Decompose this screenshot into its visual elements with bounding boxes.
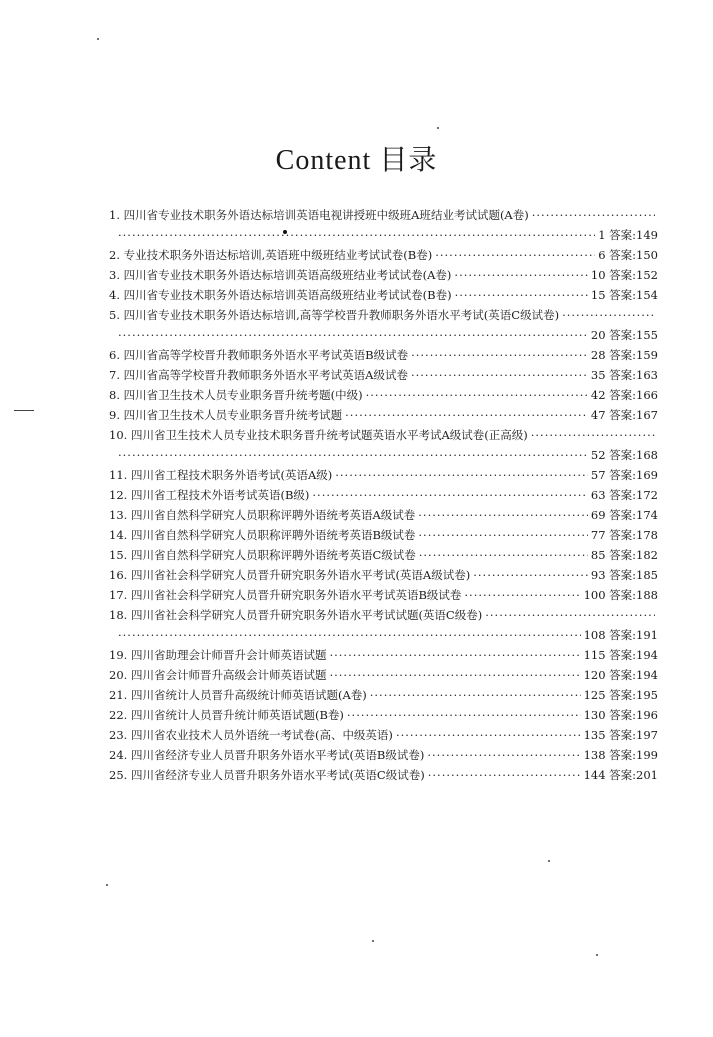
dot-leader (347, 705, 581, 725)
toc-entry-pages: 85 答案:182 (590, 548, 658, 562)
toc-entry-title (109, 705, 344, 725)
scan-speck (372, 940, 374, 942)
toc-entry-text: 四川省高等学校晋升教师职务外语水平考试英语B级试卷 (123, 348, 409, 362)
toc-entry-title (109, 285, 452, 305)
dot-leader (428, 765, 581, 785)
toc-entry-number: 24. (109, 748, 128, 762)
toc-entry-pages: 47 答案:167 (590, 408, 658, 422)
toc-entry (109, 725, 658, 745)
toc-entry (109, 705, 658, 725)
dot-leader (418, 525, 587, 545)
toc-entry-number: 2. (109, 248, 120, 262)
toc-entry-number: 1. (109, 208, 120, 222)
toc-entry-title (109, 585, 461, 605)
toc-entry-text: 四川省自然科学研究人员职称评聘外语统考英语A级试卷 (130, 508, 416, 522)
toc-entry (109, 605, 658, 645)
toc-entry-pages: 35 答案:163 (590, 368, 658, 382)
toc-entry-pages: 100 答案:188 (583, 588, 658, 602)
dot-leader (562, 305, 655, 325)
toc-entry-pages: 6 答案:150 (598, 248, 658, 262)
toc-entry-pages: 20 答案:155 (590, 328, 658, 342)
toc-entry-title (109, 405, 342, 425)
toc-entry-pages: 28 答案:159 (590, 348, 658, 362)
toc-entry-title (109, 665, 326, 685)
toc-entry-text: 四川省卫生技术人员专业技术职务晋升统考试题英语水平考试A级试卷(正高级) (130, 428, 528, 442)
toc-entry-pages: 144 答案:201 (583, 768, 658, 782)
toc-entry (109, 665, 658, 685)
toc-entry (109, 545, 658, 565)
dot-leader (435, 245, 595, 265)
toc-entry-text: 四川省专业技术职务外语达标培训英语高级班结业考试试卷(B卷) (123, 288, 452, 302)
toc-entry-text: 四川省专业技术职务外语达标培训英语电视讲授班中级班A班结业考试试题(A卷) (123, 208, 529, 222)
toc-entry-number: 20. (109, 668, 128, 682)
scan-speck (596, 954, 598, 956)
toc-entry-title (109, 745, 424, 765)
toc-entry-number: 16. (109, 568, 128, 582)
toc-entry-title (109, 265, 451, 285)
dot-leader (335, 465, 588, 485)
scan-speck (548, 860, 550, 862)
dot-leader (329, 645, 580, 665)
toc-entry-number: 12. (109, 488, 128, 502)
toc-entry-number: 5. (109, 308, 120, 322)
toc-entry-text: 四川省卫生技术人员专业职务晋升统考题(中级) (123, 388, 363, 402)
toc-entry-pages: 125 答案:195 (583, 688, 658, 702)
toc-entry (109, 385, 658, 405)
dot-leader (418, 505, 588, 525)
dot-leader (419, 545, 588, 565)
toc-entry-number: 7. (109, 368, 120, 382)
toc-entry-title (109, 425, 528, 445)
toc-entry (109, 425, 658, 465)
toc-entry-number: 19. (109, 648, 128, 662)
toc-entry-text: 四川省专业技术职务外语达标培训,高等学校晋升教师职务外语水平考试(英语C级试卷) (123, 308, 560, 322)
toc-entry-text: 四川省社会科学研究人员晋升研究职务外语水平考试英语B级试卷 (130, 588, 462, 602)
toc-entry-pages: 57 答案:169 (590, 468, 658, 482)
toc-entry-number: 11. (109, 468, 128, 482)
toc-entry-pages: 108 答案:191 (583, 628, 658, 642)
toc-entry-text: 四川省统计人员晋升高级统计师英语试题(A卷) (130, 688, 367, 702)
toc-entry-title (109, 765, 425, 785)
dot-leader (366, 385, 588, 405)
dot-leader (118, 445, 588, 465)
toc-entry-number: 21. (109, 688, 128, 702)
dot-leader (329, 665, 580, 685)
toc-entry (109, 205, 658, 245)
scan-speck (106, 884, 108, 886)
toc-entry-number: 23. (109, 728, 128, 742)
toc-entry-number: 22. (109, 708, 128, 722)
scan-speck (97, 38, 99, 40)
scan-speck (437, 127, 439, 129)
dot-leader (464, 585, 580, 605)
toc-entry-pages: 93 答案:185 (590, 568, 658, 582)
toc-entry (109, 565, 658, 585)
toc-entry-number: 17. (109, 588, 128, 602)
toc-entry-title (109, 605, 482, 625)
toc-entry (109, 645, 658, 665)
dot-leader (396, 725, 581, 745)
toc-entry-text: 四川省会计师晋升高级会计师英语试题 (130, 668, 327, 682)
toc-entry-pages: 138 答案:199 (583, 748, 658, 762)
toc-entry-text: 四川省卫生技术人员专业职务晋升统考试题 (123, 408, 343, 422)
toc-entry-title (109, 345, 408, 365)
toc-entry-pages: 69 答案:174 (590, 508, 658, 522)
toc-entry-title (109, 545, 416, 565)
toc-entry-pages: 135 答案:197 (583, 728, 658, 742)
dot-leader (485, 605, 655, 625)
toc-entry (109, 685, 658, 705)
toc-entry (109, 485, 658, 505)
toc-entry-pages: 1 答案:149 (598, 228, 658, 242)
toc-entry-number: 3. (109, 268, 120, 282)
toc-entry (109, 585, 658, 605)
toc-entry-text: 四川省经济专业人员晋升职务外语水平考试(英语B级试卷) (130, 748, 425, 762)
toc-entry (109, 405, 658, 425)
toc-entry-text: 专业技术职务外语达标培训,英语班中级班结业考试试卷(B卷) (123, 248, 433, 262)
toc-entry-pages: 63 答案:172 (590, 488, 658, 502)
toc-entry-number: 13. (109, 508, 128, 522)
toc-entry (109, 745, 658, 765)
toc-entry-pages: 15 答案:154 (590, 288, 658, 302)
toc-entry (109, 345, 658, 365)
toc-entry-pages: 10 答案:152 (590, 268, 658, 282)
dot-leader (427, 745, 580, 765)
toc-entry-title (109, 245, 432, 265)
dot-leader (118, 225, 595, 245)
toc-entry-pages: 130 答案:196 (583, 708, 658, 722)
toc-entry-number: 9. (109, 408, 120, 422)
toc-entry-text: 四川省经济专业人员晋升职务外语水平考试(英语C级试卷) (130, 768, 425, 782)
scan-speck (283, 230, 287, 234)
toc-entry-title (109, 365, 408, 385)
toc-entry-text: 四川省社会科学研究人员晋升研究职务外语水平考试(英语A级试卷) (130, 568, 471, 582)
dot-leader (118, 325, 588, 345)
toc-entry-title (109, 465, 332, 485)
toc-entry-title (109, 205, 529, 225)
toc-entry-text: 四川省助理会计师晋升会计师英语试题 (130, 648, 327, 662)
toc-entry (109, 265, 658, 285)
dot-leader (312, 485, 587, 505)
dot-leader (532, 205, 655, 225)
dot-leader (411, 365, 588, 385)
toc-entry-number: 6. (109, 348, 120, 362)
toc-entry-number: 8. (109, 388, 120, 402)
toc-entry-text: 四川省自然科学研究人员职称评聘外语统考英语B级试卷 (130, 528, 416, 542)
dot-leader (345, 405, 588, 425)
toc-entry-number: 4. (109, 288, 120, 302)
toc-entry (109, 305, 658, 345)
toc-entry-title (109, 685, 367, 705)
toc-entry (109, 465, 658, 485)
toc-entry-number: 25. (109, 768, 128, 782)
toc-entry-text: 四川省农业技术人员外语统一考试卷(高、中级英语) (130, 728, 393, 742)
toc-entry-text: 四川省专业技术职务外语达标培训英语高级班结业考试试卷(A卷) (123, 268, 452, 282)
dot-leader (118, 625, 581, 645)
toc-entry-title (109, 505, 415, 525)
toc-entry (109, 765, 658, 785)
toc-entry-title (109, 725, 393, 745)
toc-entry-title (109, 565, 470, 585)
toc-entry-title (109, 385, 363, 405)
toc-entry-pages: 52 答案:168 (590, 448, 658, 462)
toc-entry-title (109, 645, 326, 665)
dot-leader (411, 345, 588, 365)
dot-leader (473, 565, 588, 585)
toc-entry-number: 18. (109, 608, 128, 622)
page-title: Content 目录 (275, 145, 438, 176)
toc-entry-pages: 115 答案:194 (583, 648, 658, 662)
toc-entry-text: 四川省工程技术职务外语考试(英语A级) (130, 468, 333, 482)
toc-entry-number: 15. (109, 548, 128, 562)
toc-entry-number: 14. (109, 528, 128, 542)
toc-entry-title (109, 485, 309, 505)
toc-entry-text: 四川省工程技术外语考试英语(B级) (130, 488, 310, 502)
toc-entry (109, 505, 658, 525)
toc-entry (109, 285, 658, 305)
toc-entry-title (109, 305, 559, 325)
toc-entry-text: 四川省自然科学研究人员职称评聘外语统考英语C级试卷 (130, 548, 416, 562)
table-of-contents (109, 205, 658, 785)
toc-entry-number: 10. (109, 428, 128, 442)
dot-leader (370, 685, 581, 705)
toc-entry-text: 四川省统计人员晋升统计师英语试题(B卷) (130, 708, 344, 722)
dot-leader (455, 285, 588, 305)
dot-leader (531, 425, 655, 445)
scan-speck (14, 410, 34, 411)
toc-entry-text: 四川省社会科学研究人员晋升研究职务外语水平考试试题(英语C级卷) (130, 608, 483, 622)
toc-entry-title (109, 525, 415, 545)
toc-entry-text: 四川省高等学校晋升教师职务外语水平考试英语A级试卷 (123, 368, 408, 382)
toc-entry-pages: 77 答案:178 (590, 528, 658, 542)
toc-entry-pages: 42 答案:166 (590, 388, 658, 402)
toc-entry (109, 245, 658, 265)
toc-entry-pages: 120 答案:194 (583, 668, 658, 682)
dot-leader (454, 265, 587, 285)
toc-entry (109, 365, 658, 385)
toc-entry (109, 525, 658, 545)
